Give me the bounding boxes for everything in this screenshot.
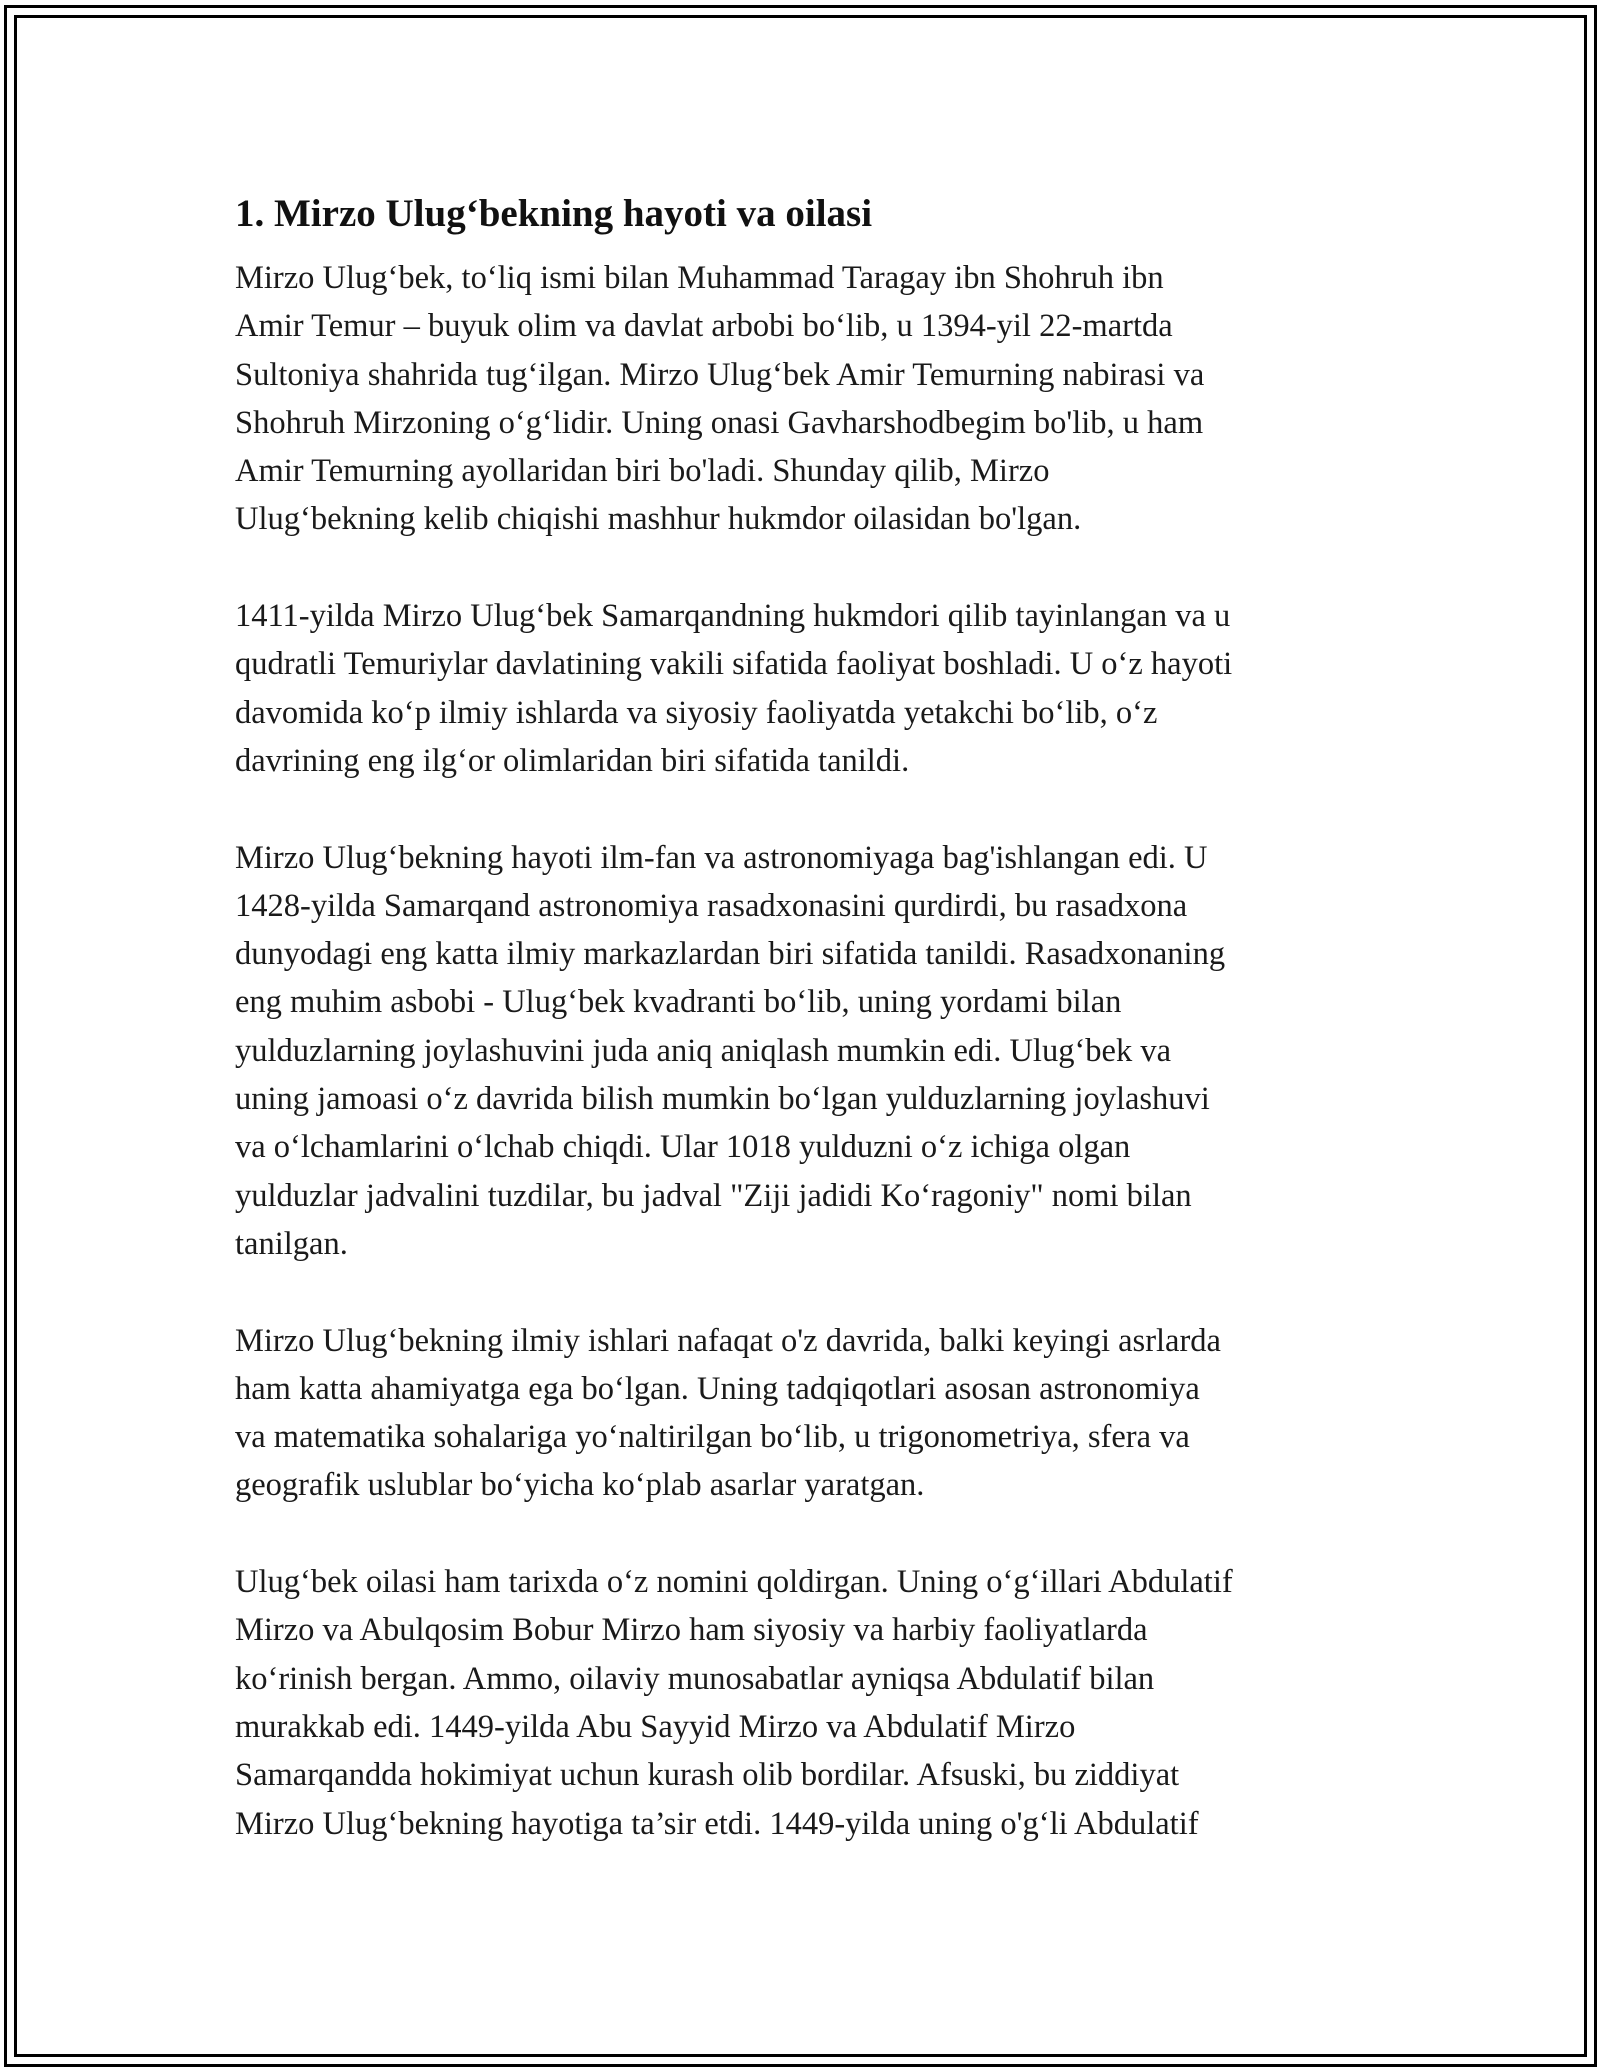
paragraph-2: 1411-yilda Mirzo Ulug‘bek Samarqandning hukmdori qilib tayinlangan va u qudratli Temuriylar davlatining vakili sifatida faoliyat boshladi. U o‘z hayoti davomida ko‘p ilmiy ishlarda va siyosiy faoliyatda yetakchi bo‘lib, o‘z davrining eng ilg‘or olimlaridan biri sifatida tanildi. [235, 598, 1233, 779]
paragraph-1: Mirzo Ulug‘bek, to‘liq ismi bilan Muhammad Taragay ibn Shohruh ibn Amir Temur – buyuk olim va davlat arbobi bo‘lib, u 1394-yil 22-martda Sultoniya shahrida tug‘ilgan. Mirzo Ulug‘bek Amir Temurning nabirasi va Shohruh Mirzoning o‘g‘lidir. Uning onasi Gavharshodbegim bo'lib, u ham Amir Temurning ayollaridan biri bo'ladi. Shunday qilib, Mirzo Ulug‘bekning kelib chiqishi mashhur hukmdor oilasidan bo'lgan. [235, 260, 1205, 538]
paragraph-5: Ulug‘bek oilasi ham tarixda o‘z nomini qoldirgan. Uning o‘g‘illari Abdulatif Mirzo va Abulqosim Bobur Mirzo ham siyosiy va harbiy faoliyatlarda ko‘rinish bergan. Ammo, oilaviy munosabatlar ayniqsa Abdulatif bilan murakkab edi. 1449-yilda Abu Sayyid Mirzo va Abdulatif Mirzo Samarqandda hokimiyat uchun kurash olib bordilar. Afsuski, bu ziddiyat Mirzo Ulug‘bekning hayotiga ta’sir etdi. 1449-yilda uning o'g‘li Abdulatif [235, 1564, 1233, 1842]
section-heading: 1. Mirzo Ulug‘bekning hayoti va oilasi [235, 192, 873, 235]
paragraph-4: Mirzo Ulug‘bekning ilmiy ishlari nafaqat o'z davrida, balki keyingi asrlarda ham katta ahamiyatga ega bo‘lgan. Uning tadqiqotlari asosan astronomiya va matematika sohalariga yo‘naltirilgan bo‘lib, u trigonometriya, sfera va geografik uslublar bo‘yicha ko‘plab asarlar yaratgan. [235, 1322, 1221, 1504]
document-body [235, 186, 1375, 1896]
paragraph-3: Mirzo Ulug‘bekning hayoti ilm-fan va astronomiyaga bag'ishlangan edi. U 1428-yilda Samarqand astronomiya rasadxonasini qurdirdi, bu rasadxona dunyodagi eng katta ilmiy markazlardan biri sifatida tanildi. Rasadxonaning eng muhim asbobi - Ulug‘bek kvadranti bo‘lib, uning yordami bilan yulduzlarning joylashuvini juda aniq aniqlash mumkin edi. Ulug‘bek va uning jamoasi o‘z davrida bilish mumkin bo‘lgan yulduzlarning joylashuvi va o‘lchamlarini o‘lchab chiqdi. Ular 1018 yulduzni o‘z ichiga olgan yulduzlar jadvalini tuzdilar, bu jadval "Ziji jadidi Ko‘ragoniy" nomi bilan tanilgan. [235, 839, 1226, 1262]
